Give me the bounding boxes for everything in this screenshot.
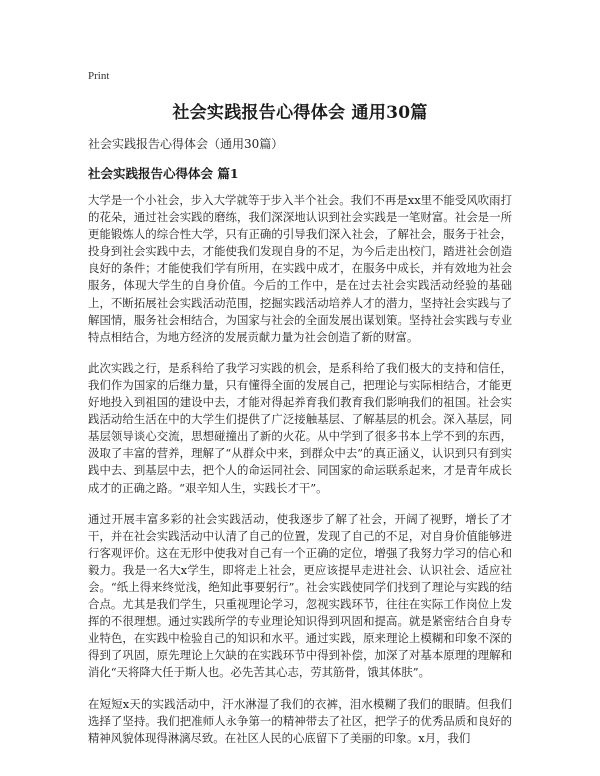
article-body <box>88 192 512 747</box>
section-heading: 社会实践报告心得体会 篇1 <box>88 166 239 181</box>
paragraph-2: 此次实践之行，是系科给了我学习实践的机会，是系科给了我们极大的支持和信任，我们作为国家的后继力量，只有懂得全面的发展自己，把理论与实际相结合，才能更好地投入到祖国的建设中去，才能对得起养育我们教育我们影响我们的祖国。社会实践活动给生活在中的大学生们提供了广泛接触基层、了解基层的机会。深入基层，同基层领导谈心交流，思想碰撞出了新的火花。从中学到了很多书本上学不到的东西，汲取了丰富的营养，理解了“从群众中来，到群众中去”的真正涵义，认识到只有到实践中去、到基层中去，把个人的命运同社会、同国家的命运联系起来，才是青年成长成才的正确之路。“艰辛知人生，实践长才干”。 <box>88 360 512 495</box>
paragraph-3: 通过开展丰富多彩的社会实践活动，使我逐步了解了社会，开阔了视野，增长了才干，并在社会实践活动中认清了自己的位置，发现了自己的不足，对自身价值能够进行客观评价。这在无形中使我对自己有一个正确的定位，增强了我努力学习的信心和毅力。我是一名大x学生，即将走上社会，更应该提早走进社会、认识社会、适应社会。“纸上得来终觉浅，绝知此事要躬行”。社会实践使同学们找到了理论与实践的结合点。尤其是我们学生，只重视理论学习，忽视实践环节，往往在实际工作岗位上发挥的不很理想。通过实践所学的专业理论知识得到巩固和提高。就是紧密结合自身专业特色，在实践中检验自己的知识和水平。通过实践，原来理论上模糊和印象不深的得到了巩固，原先理论上欠缺的在实践环节中得到补偿，加深了对基本原理的理解和消化“天将降大任于斯人也。必先苦其心志，劳其筋骨，饿其体肤”。 <box>88 511 512 680</box>
document-title: 社会实践报告心得体会 通用30篇 <box>172 103 428 123</box>
print-link[interactable]: Print <box>88 70 110 82</box>
paragraph-1: 大学是一个小社会，步入大学就等于步入半个社会。我们不再是xx里不能受风吹雨打的花朵，通过社会实践的磨练，我们深深地认识到社会实践是一笔财富。社会是一所更能锻炼人的综合性大学，只有正确的引导我们深入社会，了解社会，服务于社会，投身到社会实践中去，才能使我们发现自身的不足，为今后走出校门，踏进社会创造良好的条件；才能使我们学有所用，在实践中成才，在服务中成长，并有效地为社会服务，体现大学生的自身价值。今后的工作中，是在过去社会实践活动经验的基础上，不断拓展社会实践活动范围，挖掘实践活动培养人才的潜力，坚持社会实践与了解国情，服务社会相结合，为国家与社会的全面发展出谋划策。坚持社会实践与专业特点相结合，为地方经济的发展贡献力量为社会创造了新的财富。 <box>88 193 512 344</box>
paragraph-4: 在短短x天的实践活动中，汗水淋湿了我们的衣裤，泪水模糊了我们的眼睛。但我们选择了坚持。我们把准师人永争第一的精神带去了社区，把学子的优秀品质和良好的精神风貌体现得淋漓尽致。在社区人民的心底留下了美丽的印象。x月，我们 <box>88 696 512 745</box>
document-subtitle: 社会实践报告心得体会（通用30篇） <box>88 137 284 151</box>
